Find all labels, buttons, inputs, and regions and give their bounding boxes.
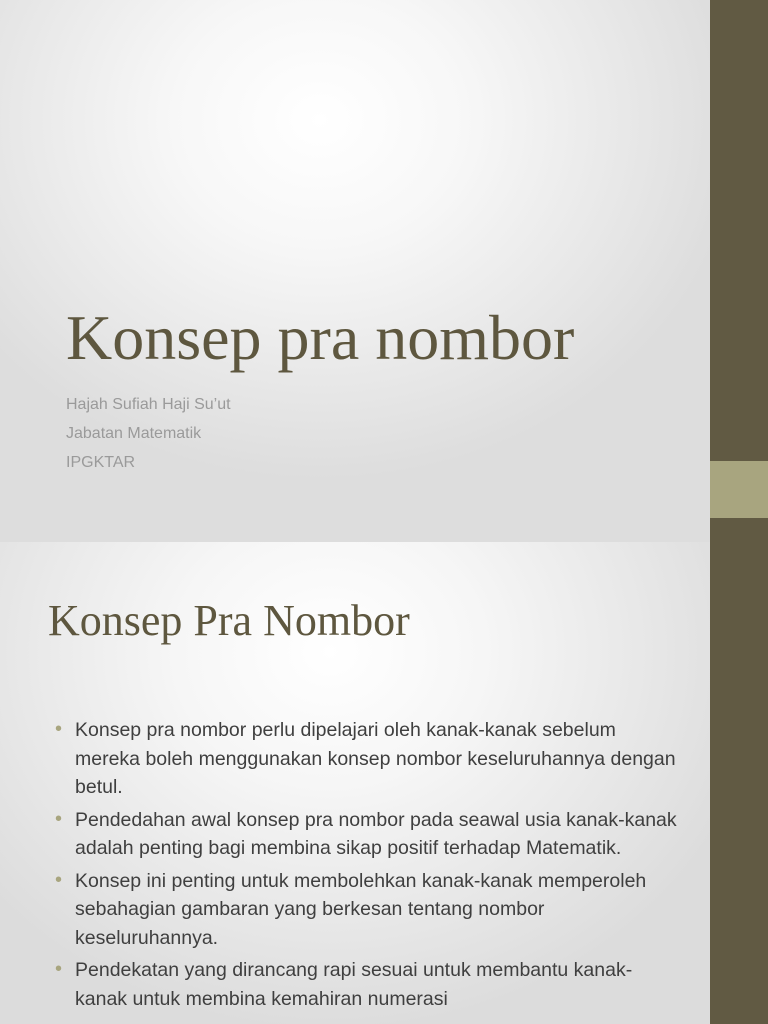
- bullet-item-3: [52, 867, 677, 953]
- bullet-item-2: [52, 806, 677, 863]
- author-name: Hajah Sufiah Haji Su’ut: [66, 396, 231, 413]
- bullet-item-4: [52, 956, 677, 1013]
- bullet-text: Konsep pra nombor perlu dipelajari oleh kanak-kanak sebelum mereka boleh menggunakan konsep nombor keseluruhannya dengan betul.: [75, 719, 676, 798]
- subtitle-block: [66, 390, 231, 477]
- bullet-text: Pendedahan awal konsep pra nombor pada seawal usia kanak-kanak adalah penting bagi membina sikap positif terhadap Matematik.: [75, 808, 677, 859]
- slide-heading: Konsep Pra Nombor: [48, 596, 410, 645]
- bullet-icon: •: [55, 868, 63, 891]
- bullet-icon: •: [55, 718, 63, 740]
- bullet-text: Konsep ini penting untuk membolehkan kanak-kanak memperoleh sebahagian gambaran yang berkesan tentang nombor keseluruhannya.: [75, 869, 647, 949]
- slide-content: [0, 542, 768, 1024]
- bullet-list: [52, 716, 677, 1017]
- bullet-item-1: [52, 716, 677, 802]
- department-name: Jabatan Matematik: [66, 425, 202, 442]
- bullet-icon: •: [55, 958, 63, 980]
- institution-name: IPGKTAR: [66, 454, 136, 471]
- bullet-text: Pendekatan yang dirancang rapi sesuai untuk membantu kanak-kanak untuk membina kemahiran numerasi: [75, 959, 633, 1010]
- bullet-icon: •: [55, 807, 63, 830]
- sidebar-accent-block: [710, 461, 768, 518]
- presentation-title: Konsep pra nombor: [66, 302, 575, 373]
